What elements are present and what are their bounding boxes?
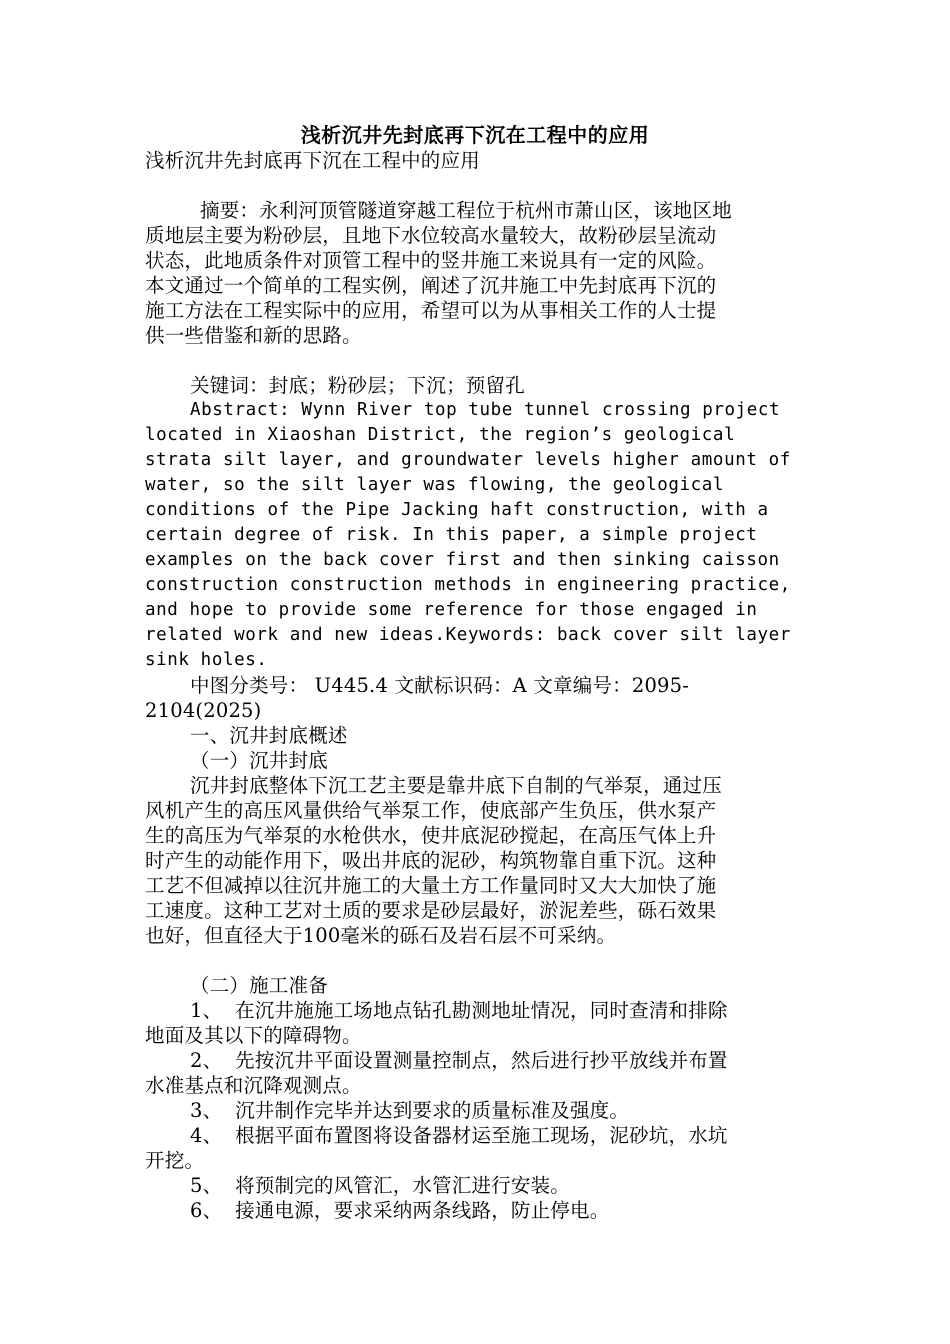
abstract-en-line: Abstract: Wynn River top tube tunnel crossing project [190,400,781,420]
abstract-cn-line: 施工方法在工程实际中的应用，希望可以为从事相关工作的人士提 [145,299,717,322]
abstract-en-line: construction construction methods in engineering practice, [145,575,791,595]
classification-line: 中图分类号： U445.4 文献标识码：A 文章编号：2095- [190,674,690,697]
subsection-heading: （二）施工准备 [190,974,328,997]
subsection-heading: （一）沉井封底 [190,749,328,772]
abstract-en-line: and hope to provide some reference for those engaged in [145,600,758,620]
body-line: 时产生的动能作用下，吸出井底的泥砂，构筑物靠自重下沉。这种 [145,849,717,872]
step-item: 6、 接通电源，要求采纳两条线路，防止停电。 [190,1199,610,1222]
body-line: 风机产生的高压风量供给气举泵工作，使底部产生负压，供水泵产 [145,799,717,822]
document-title: 浅析沉井先封底再下沉在工程中的应用 [300,123,650,147]
abstract-cn-line: 本文通过一个简单的工程实例，阐述了沉井施工中先封底再下沉的 [145,274,717,297]
step-item: 1、 在沉井施施工场地点钻孔勘测地址情况，同时查清和排除 [190,999,728,1022]
body-line: 工艺不但减掉以往沉井施工的大量土方工作量同时又大大加快了施 [145,874,717,897]
abstract-en-line: sink holes. [145,650,268,670]
abstract-cn-line: 供一些借鉴和新的思路。 [145,324,362,347]
step-item: 4、 根据平面布置图将设备器材运至施工现场，泥砂坑，水坑 [190,1124,728,1147]
step-item-continuation: 开挖。 [145,1149,205,1172]
spacer [145,348,805,373]
abstract-en-line: related work and new ideas.Keywords: back cover silt layer [145,625,791,645]
abstract-cn-line: 摘要：永利河顶管隧道穿越工程位于杭州市萧山区，该地区地 [200,199,732,222]
abstract-cn [145,198,805,348]
spacer [145,948,805,973]
abstract-cn-line: 状态，此地质条件对顶管工程中的竖井施工来说具有一定的风险。 [145,249,717,272]
abstract-en-line: water, so the silt layer was flowing, the geological [145,475,725,495]
section-heading: 一、沉井封底概述 [190,724,348,747]
step-item: 3、 沉井制作完毕并达到要求的质量标准及强度。 [190,1099,630,1122]
step-item-continuation: 地面及其以下的障碍物。 [145,1024,362,1047]
preparation-steps [145,998,805,1223]
abstract-en-line: conditions of the Pipe Jacking haft construction, with a [145,500,769,520]
abstract-en-line: located in Xiaoshan District, the region’s geological [145,425,736,445]
step-item: 2、 先按沉井平面设置测量控制点，然后进行抄平放线并布置 [190,1049,728,1072]
subsection-body [145,773,805,948]
step-item-continuation: 水准基点和沉降观测点。 [145,1074,362,1097]
keywords-cn: 关键词：封底；粉砂层；下沉；预留孔 [190,374,525,397]
classification-info [145,673,805,723]
abstract-en-line: examples on the back cover first and then sinking caisson [145,550,780,570]
body-line: 也好，但直径大于100毫米的砾石及岩石层不可采纳。 [145,924,617,947]
classification-line: 2104(2025) [145,699,262,722]
body-line: 沉井封底整体下沉工艺主要是靠井底下自制的气举泵，通过压 [190,774,722,797]
abstract-en-line: strata silt layer, and groundwater levels higher amount of [145,450,791,470]
abstract-en [145,398,805,673]
document-subtitle: 浅析沉井先封底再下沉在工程中的应用 [145,149,480,172]
document-page [145,122,805,1223]
step-item: 5、 将预制完的风管汇，水管汇进行安装。 [190,1174,571,1197]
abstract-cn-line: 质地层主要为粉砂层，且地下水位较高水量较大，故粉砂层呈流动 [145,224,717,247]
spacer [145,173,805,198]
body-line: 生的高压为气举泵的水枪供水，使井底泥砂搅起，在高压气体上升 [145,824,717,847]
abstract-en-line: certain degree of risk. In this paper, a simple project [145,525,758,545]
body-line: 工速度。这种工艺对土质的要求是砂层最好，淤泥差些，砾石效果 [145,899,717,922]
